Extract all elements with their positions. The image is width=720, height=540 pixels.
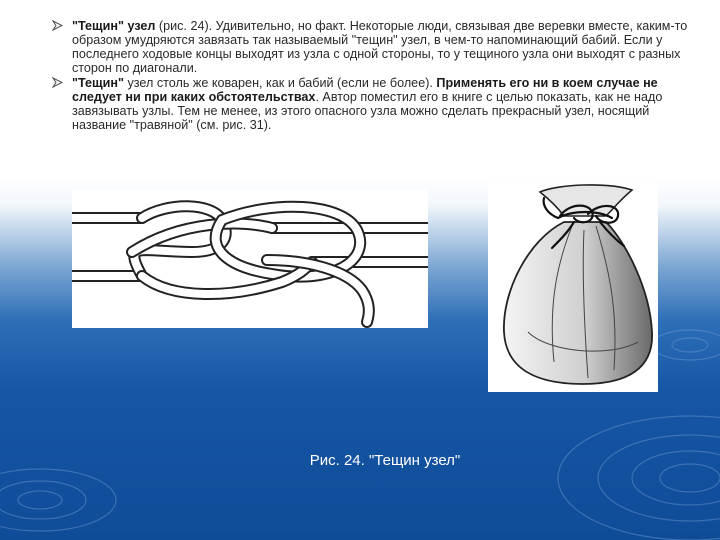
figure-caption: Рис. 24. "Тещин узел": [309, 452, 461, 469]
bullet-2-text-a: узел столь же коварен, как и бабий (если не более).: [124, 76, 437, 90]
arrow-bullet-icon: [52, 77, 63, 88]
bullet-2-warning: Применять его ни в коем случае не следует ни при каких обстоятельствах: [72, 76, 658, 104]
sack-figure: [488, 182, 658, 392]
bullet-item: [52, 19, 692, 75]
bullet-item: [52, 76, 692, 132]
tied-sack-illustration: [488, 182, 658, 392]
bullet-2-term: "Тещин": [72, 76, 124, 90]
arrow-bullet-icon: [52, 20, 63, 31]
bullet-1-term: "Тещин" узел: [72, 19, 156, 33]
bullet-list: [52, 19, 692, 132]
grannys-knot-rope-illustration: [72, 190, 428, 328]
bullet-1-text: (рис. 24). Удивительно, но факт. Некоторые люди, связывая две веревки вместе, каким-то образом умудряются завязать так называемый "тещин" узел, в чем-то напоминающий бабий. Если у последнего ходовые концы выходят из узла с одной стороны, то у тещиного узла они выходят с разных сторон по диагонали.: [72, 19, 688, 75]
bullet-2-text-b: . Автор поместил его в книге с целью показать, как не надо завязывать узлы. Тем не менее, из этого опасного узла можно сделать прекрасный узел, носящий название "травяной" (см. рис. 31).: [72, 90, 663, 132]
knot-figure: [72, 190, 428, 328]
